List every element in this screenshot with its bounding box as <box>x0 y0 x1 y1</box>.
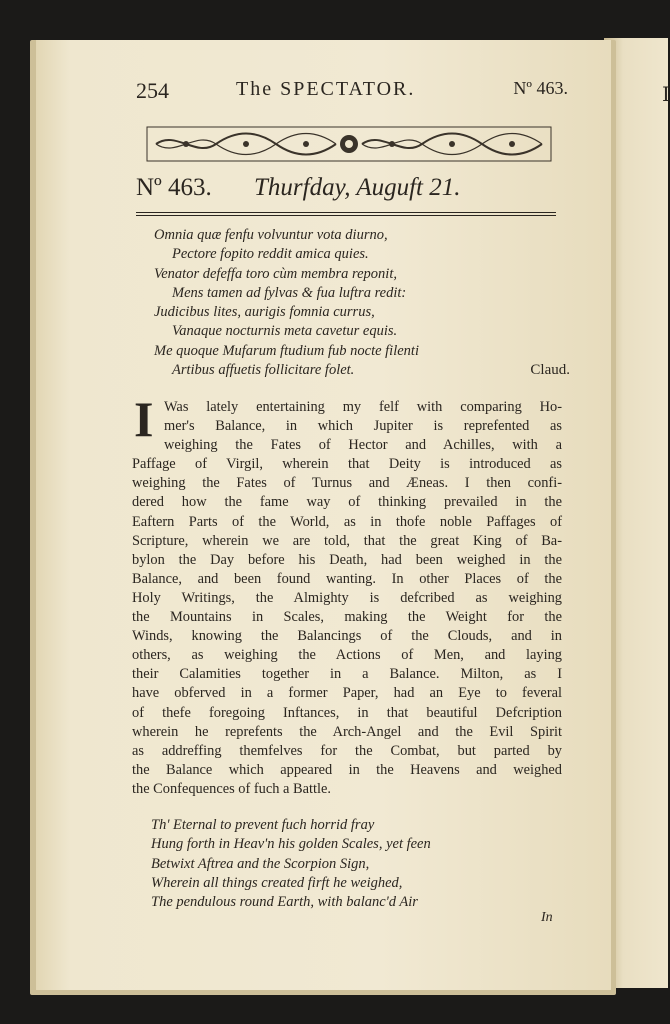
body-line: their Calamities together in a Balance. Milton, as I <box>132 666 562 683</box>
running-head <box>136 78 568 108</box>
body-line: Paffage of Virgil, wherein that Deity is introduced as <box>132 456 562 473</box>
body-line: weighing the Fates of Turnus and Æneas. I then confi- <box>132 475 562 492</box>
body-line: Holy Writings, the Almighty is defcribed as weighing <box>132 589 562 606</box>
verse-line: Betwixt Aftrea and the Scorpion Sign, <box>151 855 370 872</box>
motto-line: Me quoque Mufarum ftudium fub nocte filenti <box>154 342 419 359</box>
body-line: Balance, and been found wanting. In other Places of the <box>132 570 562 587</box>
verse-line: The pendulous round Earth, with balanc'd Air <box>151 894 418 911</box>
headpiece-ornament <box>146 126 552 162</box>
body-line: wherein he reprefents the Arch-Angel and the Evil Spirit <box>132 723 562 740</box>
body-line: have obferved in a former Paper, had an Eye to feveral <box>132 685 562 702</box>
drop-cap: I <box>134 391 154 447</box>
essay-body <box>132 391 562 799</box>
motto-line: Omnia quæ fenfu volvuntur vota diurno, <box>154 227 388 243</box>
facing-page-glyph: I <box>662 82 670 106</box>
issue-date: Thurfday, Auguft 21. <box>254 174 461 201</box>
verse-line: Th' Eternal to prevent fuch horrid fray <box>151 817 375 833</box>
body-line: others, as weighing the Actions of Men, and laying <box>132 647 562 664</box>
motto-line: Judicibus lites, aurigis fomnia currus, <box>154 304 375 321</box>
heading-rule <box>136 212 556 216</box>
body-line: weighing the Fates of Hector and Achilles, with a <box>164 437 562 454</box>
motto-line: Pectore fopito reddit amica quies. <box>172 246 369 263</box>
body-line: dered how the fame way of thinking prevailed in the <box>132 494 562 511</box>
body-line: mer's Balance, in which Jupiter is reprefented as <box>164 418 562 435</box>
body-line: as addreffing themfelves for the Combat, but parted by <box>132 742 562 759</box>
book-page <box>36 40 611 990</box>
motto-author: Claud. <box>530 362 570 379</box>
motto-line: Vanaque nocturnis meta cavetur equis. <box>172 323 398 340</box>
running-issue-number: Nº 463. <box>513 78 568 98</box>
body-line: Was lately entertaining my felf with comparing Ho- <box>164 399 562 415</box>
body-line: bylon the Day before his Death, had been weighed in the <box>132 551 562 568</box>
page-number: 254 <box>136 78 169 103</box>
body-line: of thefe foregoing Inftances, in that beautiful Defcription <box>132 704 562 721</box>
motto-block <box>154 226 570 380</box>
motto-line: Artibus affuetis follicitare folet. <box>172 362 355 379</box>
verse-line: Wherein all things created firft he weighed, <box>151 874 403 891</box>
issue-number: Nº 463. <box>136 174 212 201</box>
body-line: the Balance which appeared in the Heavens and weighed <box>132 761 562 778</box>
body-line: the Mountains in Scales, making the Weight for the <box>132 609 562 626</box>
verse-quotation <box>151 816 571 912</box>
running-title: The SPECTATOR. <box>236 78 416 100</box>
body-line: Winds, knowing the Balancings of the Clouds, and in <box>132 628 562 645</box>
catchword: In <box>541 910 553 925</box>
issue-heading <box>136 174 586 214</box>
body-line: Scripture, wherein we are told, that the great King of Ba- <box>132 532 562 549</box>
motto-line: Mens tamen ad fylvas & fua luftra redit: <box>172 284 407 301</box>
body-line: Eaftern Parts of the World, as in thofe noble Paffages of <box>132 513 562 530</box>
verse-line: Hung forth in Heav'n his golden Scales, yet feen <box>151 836 431 853</box>
motto-line: Venator defeffa toro cùm membra reponit, <box>154 265 397 282</box>
body-line: the Confequences of fuch a Battle. <box>132 780 331 797</box>
